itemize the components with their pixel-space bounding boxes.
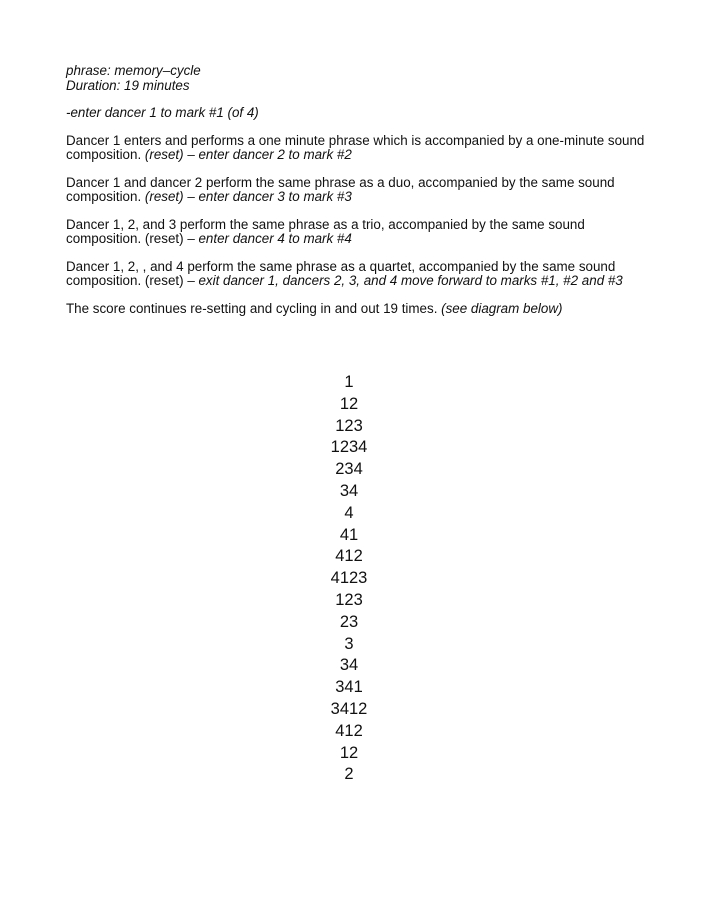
diagram-row: 3 (344, 634, 354, 653)
paragraph-direction: (reset) – enter dancer 2 to mark #2 (144, 147, 352, 162)
phrase-title: phrase: memory–cycle (66, 63, 201, 78)
diagram-row: 4 (344, 503, 354, 522)
diagram-row: 412 (335, 721, 363, 740)
diagram-row: 1234 (330, 438, 368, 457)
paragraph-direction: (see diagram below) (441, 300, 563, 316)
score-header (66, 64, 656, 93)
diagram-row: 12 (339, 394, 359, 413)
diagram-row: 2 (344, 765, 354, 784)
paragraph-text: Dancer 1 enters and performs a one minute phrase which is accompanied by a one-minute sound composition. (66, 132, 645, 162)
paragraph-direction: – enter dancer 4 to mark #4 (187, 231, 352, 246)
diagram-row: 34 (339, 481, 359, 500)
paragraph-text: Dancer 1, 2, , and 4 perform the same phrase as a quartet, accompanied by the same sound composition. (reset) (66, 258, 616, 288)
diagram-row: 4123 (330, 569, 368, 588)
diagram-row: 234 (335, 460, 363, 479)
diagram-row: 3412 (330, 699, 368, 718)
intro-direction (66, 106, 656, 121)
diagram-row: 12 (339, 743, 359, 762)
diagram-row: 41 (339, 525, 359, 544)
diagram-row: 34 (339, 656, 359, 675)
paragraph-solo (66, 134, 656, 163)
duration-line: Duration: 19 minutes (66, 77, 190, 93)
paragraph-direction: (reset) – enter dancer 3 to mark #3 (144, 189, 352, 204)
paragraph-trio (66, 218, 656, 247)
diagram-row: 1 (344, 373, 354, 391)
paragraph-continue (66, 302, 656, 317)
paragraph-text: Dancer 1 and dancer 2 perform the same phrase as a duo, accompanied by the same sound composition. (66, 174, 615, 204)
diagram-row: 123 (335, 590, 363, 609)
paragraph-quartet (66, 260, 656, 289)
diagram-row: 412 (335, 547, 363, 566)
paragraph-direction: – exit dancer 1, dancers 2, 3, and 4 move forward to marks #1, #2 and #3 (187, 273, 623, 288)
paragraph-text: The score continues re-setting and cycling in and out 19 times. (66, 300, 442, 316)
diagram-row: 341 (335, 678, 363, 697)
paragraph-text: Dancer 1, 2, and 3 perform the same phrase as a trio, accompanied by the same sound composition. (reset) (66, 216, 585, 246)
cycle-diagram (299, 372, 399, 786)
diagram-row: 23 (339, 612, 359, 631)
score-text (66, 64, 656, 329)
intro-direction-text: -enter dancer 1 to mark #1 (of 4) (66, 105, 259, 120)
paragraph-duo (66, 176, 656, 205)
diagram-row: 123 (335, 416, 363, 435)
